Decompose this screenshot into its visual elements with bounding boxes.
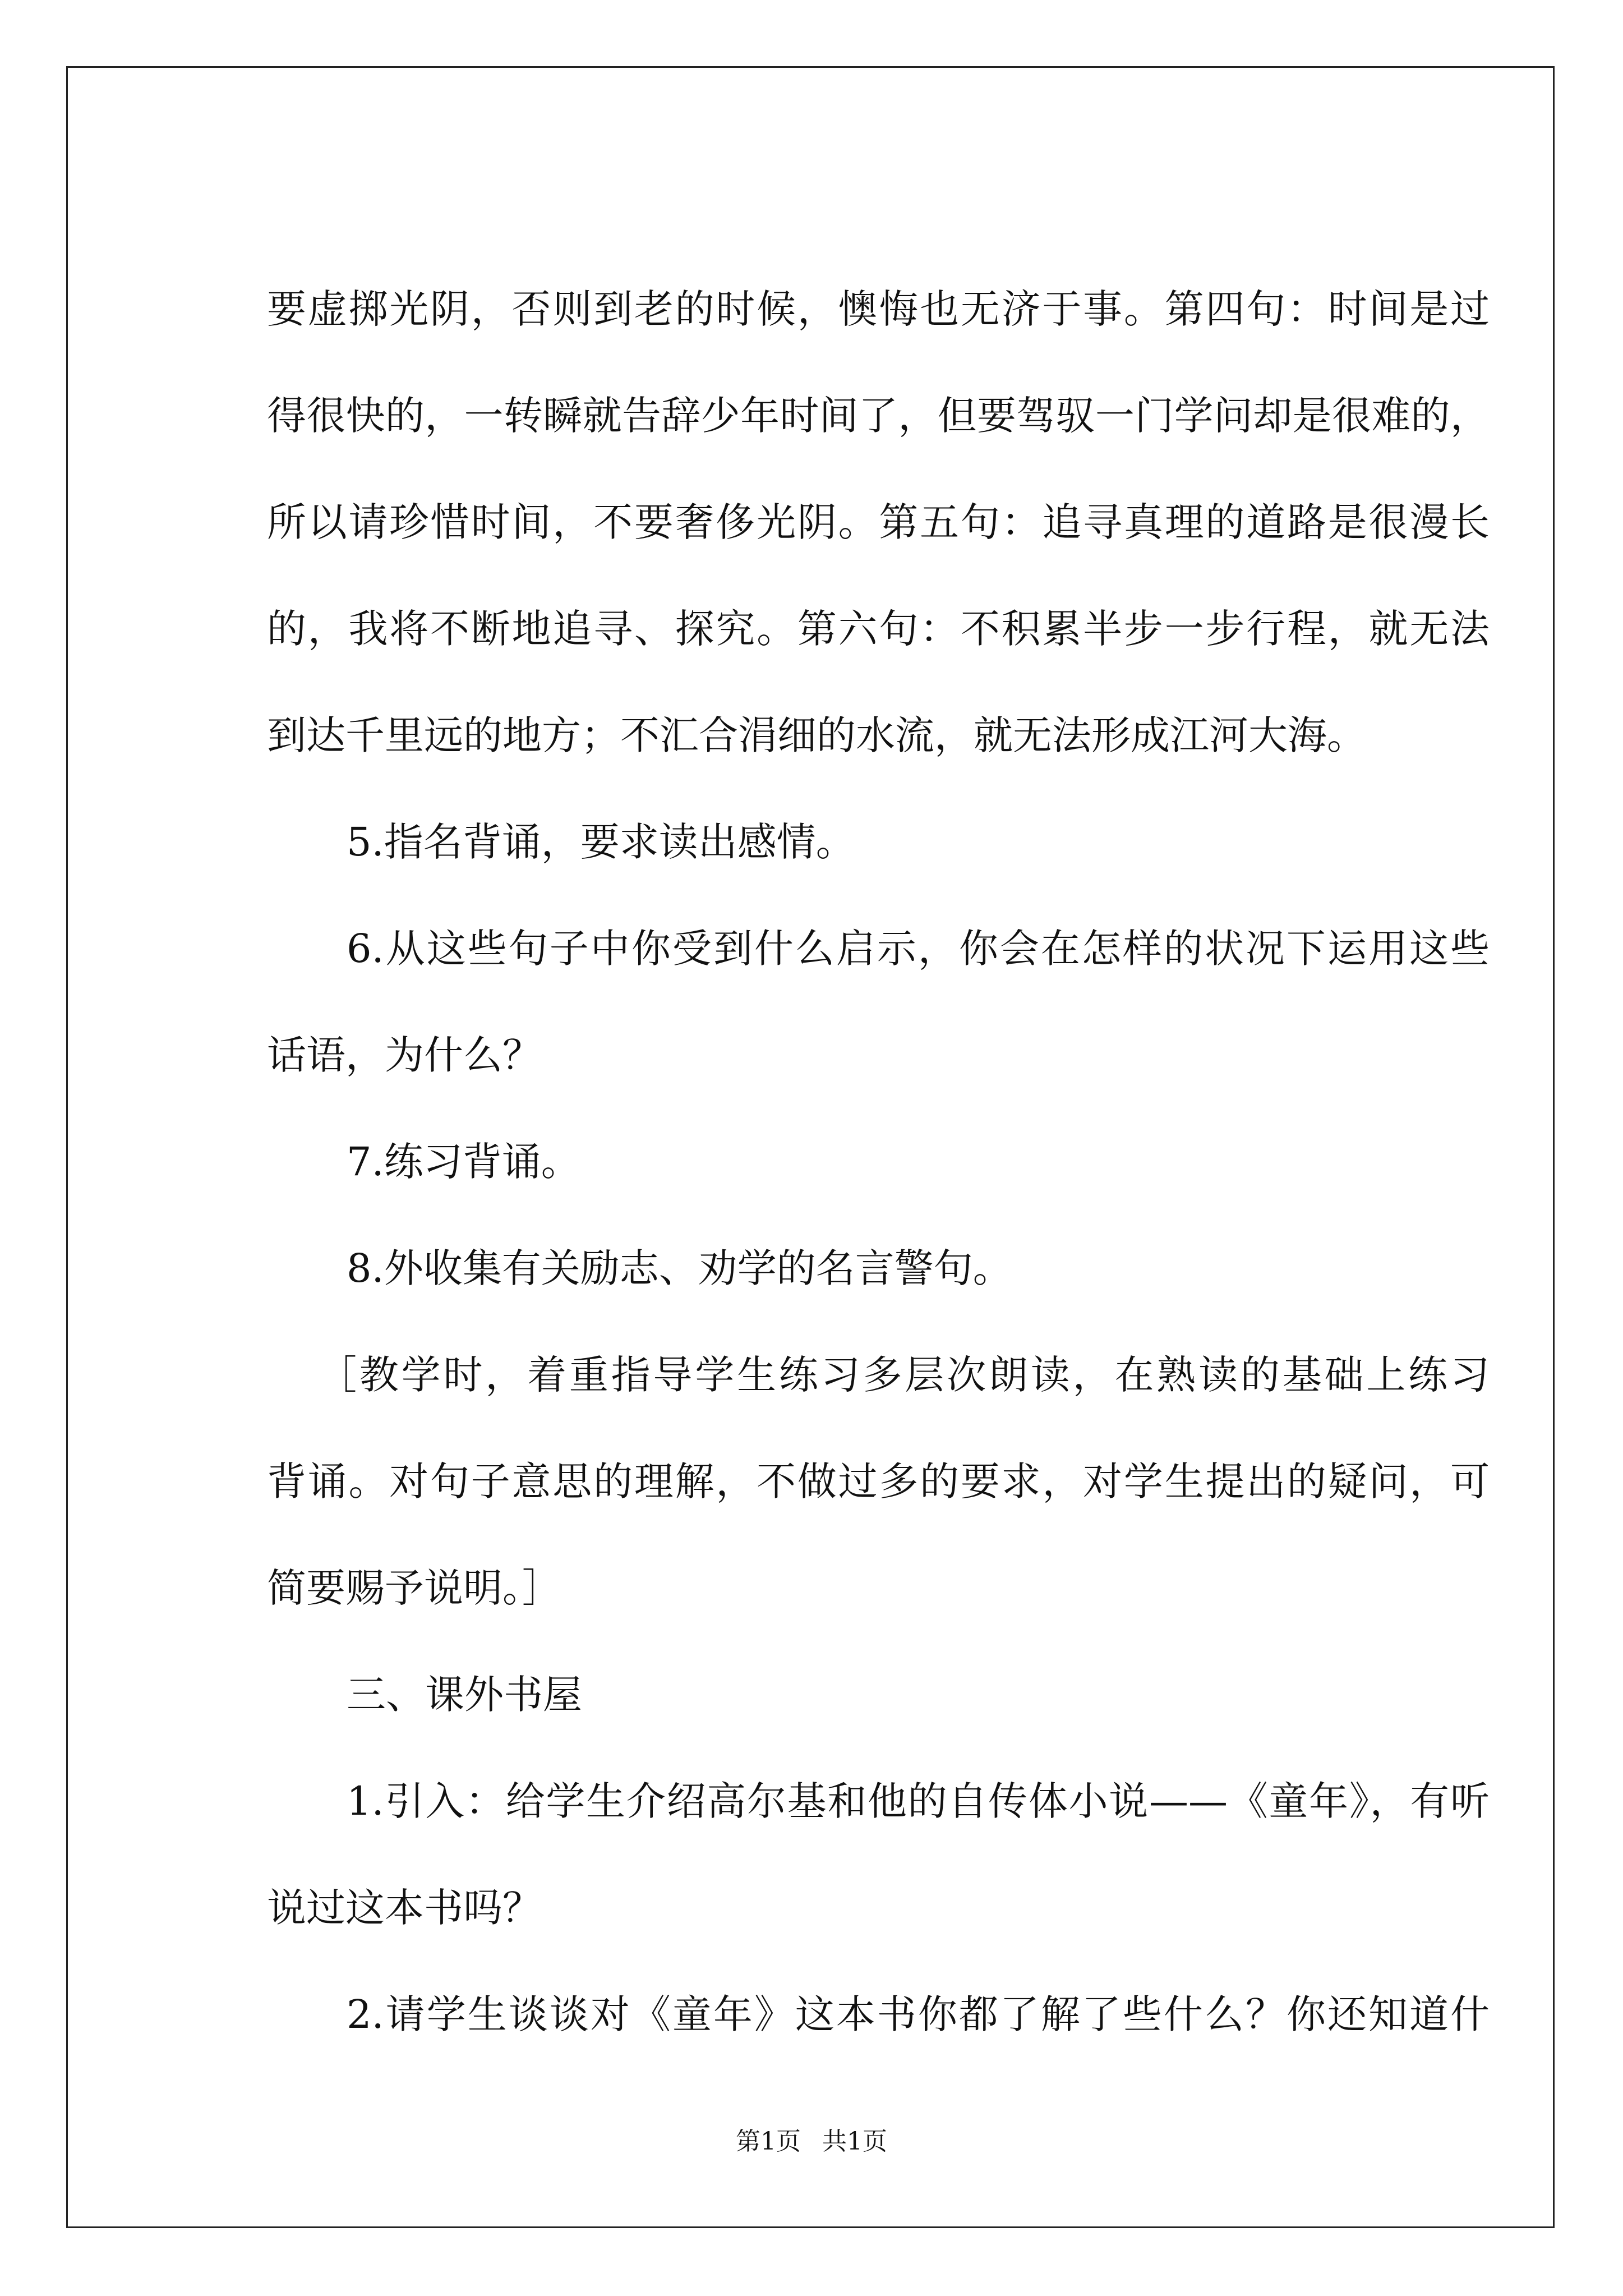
list-item: 5.指名背诵，要求读出感情。 <box>347 819 855 865</box>
list-item: 1.引入：给学生介绍高尔基和他的自传体小说——《童年》，有听 <box>347 1778 1490 1824</box>
text-line: 背诵。对句子意思的理解，不做过多的要求，对学生提出的疑问，可 <box>267 1458 1490 1504</box>
page-total: 共1页 <box>822 2127 887 2156</box>
page-footer <box>0 2125 1623 2159</box>
list-item: 7.练习背诵。 <box>347 1139 580 1185</box>
list-item: 2.请学生谈谈对《童年》这本书你都了解了些什么？你还知道什 <box>347 1991 1490 2037</box>
list-item: 8.外收集有关励志、劝学的名言警句。 <box>347 1245 1012 1291</box>
page-frame <box>66 66 1555 2228</box>
text-line: 话语，为什么？ <box>267 1032 542 1078</box>
section-heading: 三、课外书屋 <box>347 1672 582 1718</box>
text-line: 说过这本书吗？ <box>267 1885 542 1931</box>
text-line: 所以请珍惜时间，不要奢侈光阴。第五句：追寻真理的道路是很漫长 <box>267 499 1490 545</box>
text-line: 到达千里远的地方；不汇合涓细的水流，就无法形成江河大海。 <box>267 712 1366 758</box>
list-item: 6.从这些句子中你受到什么启示，你会在怎样的状况下运用这些 <box>347 926 1490 972</box>
teaching-note: ［教学时，着重指导学生练习多层次朗读，在熟读的基础上练习 <box>317 1352 1490 1398</box>
text-line: 简要赐予说明。］ <box>267 1565 561 1611</box>
text-line: 的，我将不断地追寻、探究。第六句：不积累半步一步行程，就无法 <box>267 606 1490 652</box>
text-line: 得很快的，一转瞬就告辞少年时间了，但要驾驭一门学问却是很难的， <box>267 393 1490 439</box>
page-number: 第1页 <box>736 2127 801 2156</box>
text-line: 要虚掷光阴，否则到老的时候，懊悔也无济于事。第四句：时间是过 <box>267 286 1490 332</box>
